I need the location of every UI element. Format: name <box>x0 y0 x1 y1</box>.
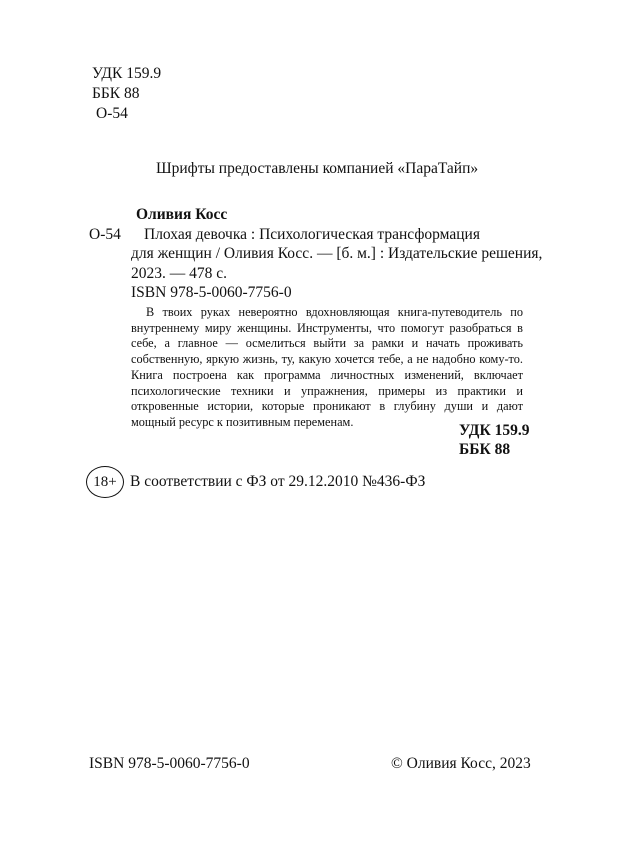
catalog-isbn: ISBN 978-5-0060-7756-0 <box>131 284 292 301</box>
copyright: © Оливия Косс, 2023 <box>391 755 531 772</box>
age-rating-text: В соответствии с ФЗ от 29.12.2010 №436-ФЗ <box>130 473 426 490</box>
age-rating-badge <box>86 466 124 498</box>
age-rating-label: 18+ <box>93 473 117 490</box>
catalog-title-line-3: 2023. — 478 с. <box>131 265 228 282</box>
udk-code-right: УДК 159.9 <box>459 422 530 439</box>
fonts-note: Шрифты предоставлены компанией «ПараТайп» <box>156 160 479 177</box>
annotation <box>131 305 523 431</box>
catalog-title-line-2: для женщин / Оливия Косс. — [б. м.] : Издательские решения, <box>131 245 543 262</box>
annotation-text: В твоих руках невероятно вдохновляющая книга-путеводитель по внутреннему миру женщины. Инструменты, что помогут разобраться в себе, а главное — осмелиться выйти за рамки и начать проживать собственную, яркую жизнь, ту, какую хочется тебе, а не надобно кому-то. Книга построена как программа личностных изменений, включает психологические техники и упражнения, примеры из практики и откровенные истории, которые проникают в глубину души и дают мощный ресурс к позитивным переменам. <box>131 305 523 429</box>
catalog-author: Оливия Косс <box>136 206 228 223</box>
catalog-mark: О-54 <box>89 226 121 243</box>
catalog-title-line-1: Плохая девочка : Психологическая трансформация <box>144 226 480 243</box>
udk-code: УДК 159.9 <box>92 65 162 82</box>
bbk-code-right: ББК 88 <box>459 441 511 458</box>
author-mark: О-54 <box>96 105 128 122</box>
footer-isbn: ISBN 978-5-0060-7756-0 <box>89 755 250 772</box>
bbk-code: ББК 88 <box>92 85 140 102</box>
